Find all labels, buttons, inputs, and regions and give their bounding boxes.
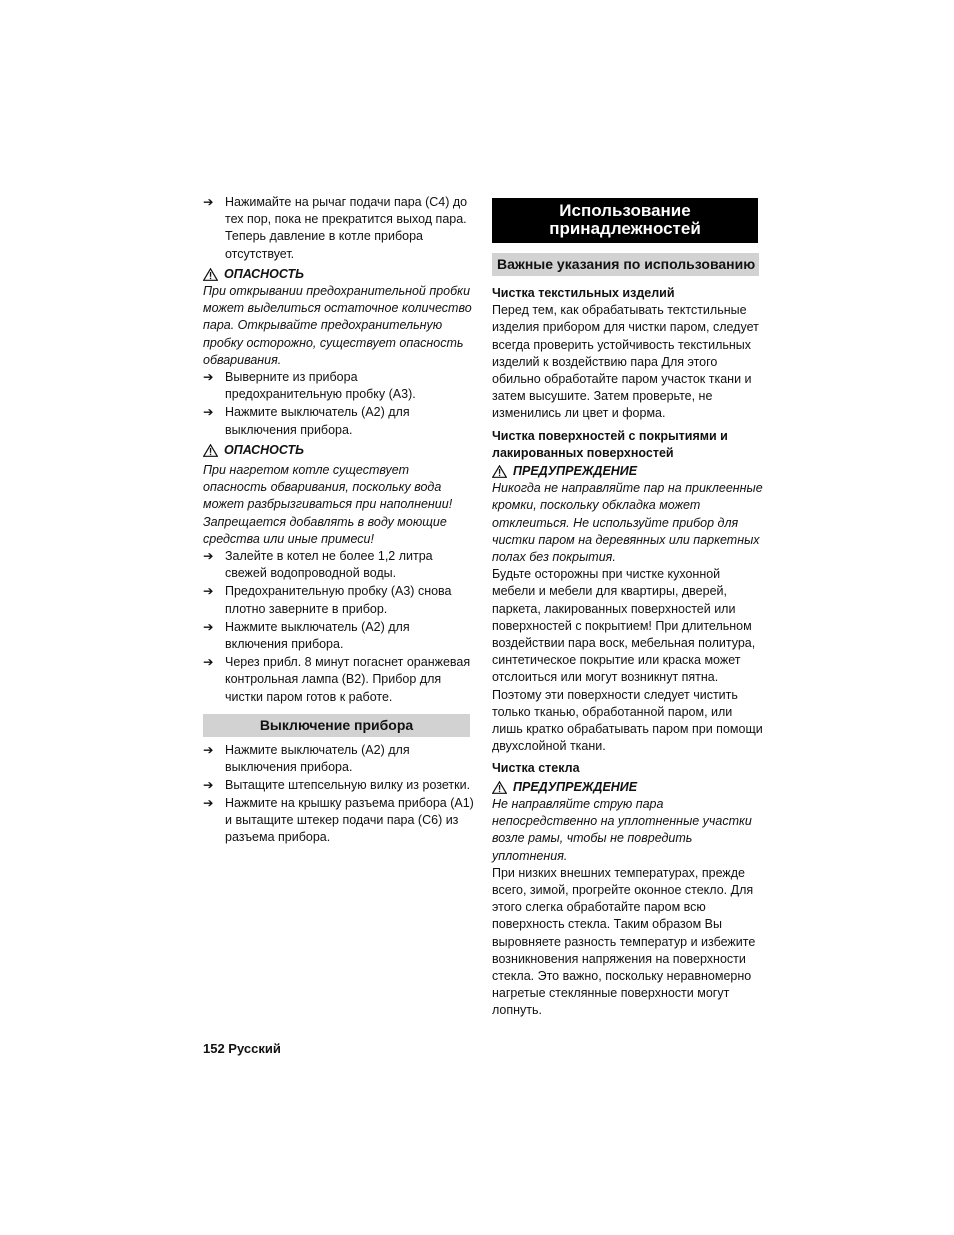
arrow-right-icon: ➔ <box>203 655 214 670</box>
danger-text <box>203 462 475 548</box>
text-line: изделий к воздействию пара Для этого <box>492 354 718 369</box>
danger-title: ОПАСНОСТЬ <box>224 266 304 281</box>
arrow-right-icon: ➔ <box>203 619 214 634</box>
title-line: принадлежностей <box>549 219 701 238</box>
text-line: Никогда не направляйте пар на приклеенные <box>492 481 763 496</box>
text-line: пара. Открывайте предохранительную <box>203 318 443 333</box>
text-line: обваривания. <box>203 352 282 367</box>
instruction-line: разъема прибора. <box>225 829 331 844</box>
arrow-right-icon: ➔ <box>203 405 214 420</box>
warning-triangle-icon <box>492 781 507 794</box>
section-heading: Выключение прибора <box>203 714 470 737</box>
instruction-line: Нажмите выключатель (A2) для <box>225 619 410 634</box>
instruction-item <box>203 795 475 847</box>
text-line: этого слегка обработайте паром всю <box>492 900 706 915</box>
text-line: только тканью, обработанной паром, или <box>492 704 733 719</box>
text-line: нагретые стеклянные поверхности могут <box>492 986 730 1001</box>
text-line: выровняете разность температур и избежите <box>492 934 756 949</box>
text-line: стекла. Это важно, поскольку неравномерно <box>492 968 752 983</box>
arrow-right-icon: ➔ <box>203 795 214 810</box>
arrow-right-icon: ➔ <box>203 584 214 599</box>
instruction-line: предохранительную пробку (A3). <box>225 387 416 402</box>
text-line: изменились ли цвет и форма. <box>492 406 666 421</box>
arrow-right-icon: ➔ <box>203 370 214 385</box>
heading-coated-surfaces <box>492 428 764 462</box>
instruction-line: тех пор, пока не прекратится выход пара. <box>225 212 467 227</box>
instruction-line: Через прибл. 8 минут погаснет оранжевая <box>225 655 471 670</box>
right-column <box>492 198 764 1020</box>
text-line: чистки паром на деревянных или паркетных <box>492 532 760 547</box>
instruction-line: выключения прибора. <box>225 422 353 437</box>
instruction-line: Нажмите на крышку разъема прибора (A1) <box>225 795 474 810</box>
text-line: Поэтому эти поверхности следует чистить <box>492 687 738 702</box>
title-line: Использование <box>559 201 691 220</box>
instruction-line: Предохранительную пробку (A3) снова <box>225 584 452 599</box>
instruction-line: и вытащите штекер подачи пара (C6) из <box>225 812 459 827</box>
text-line: всегда проверить устойчивость текстильных <box>492 337 752 352</box>
text-line: При низких внешних температурах, прежде <box>492 865 746 880</box>
warning-text <box>492 796 764 865</box>
instruction-item <box>203 404 475 438</box>
text-line: Чистка поверхностей с покрытиями и <box>492 428 728 443</box>
heading-textiles: Чистка текстильных изделий <box>492 286 675 300</box>
instruction-line: Теперь давление в котле прибора <box>225 229 423 244</box>
text-line: паркета, лакированных поверхностей или <box>492 601 736 616</box>
left-column <box>203 193 475 846</box>
instruction-line: Нажимайте на рычаг подачи пара (C4) до <box>225 195 468 209</box>
page-footer: 152 Русский <box>203 1041 281 1056</box>
instruction-item <box>203 742 475 776</box>
warning-text <box>492 480 764 566</box>
arrow-right-icon: ➔ <box>203 549 214 564</box>
text-line: Не направляйте струю пара <box>492 796 664 811</box>
text-line: При открывании предохранительной пробки <box>203 284 471 299</box>
instruction-line: плотно заверните в прибор. <box>225 601 388 616</box>
text-line: может разбрызгиваться при наполнении! <box>203 497 453 512</box>
instruction-item <box>203 194 475 263</box>
main-section-title <box>492 198 758 243</box>
paragraph <box>492 865 764 1020</box>
warning-triangle-icon <box>492 465 507 478</box>
heading-glass: Чистка стекла <box>492 761 580 776</box>
paragraph <box>492 566 764 755</box>
instruction-item <box>203 777 475 794</box>
text-line: полах без покрытия. <box>492 550 616 565</box>
text-line: затем высушите. Затем проверьте, не <box>492 389 713 404</box>
instruction-line: Вытащите штепсельную вилку из розетки. <box>225 778 471 793</box>
text-line: возле рамы, чтобы не повредить <box>492 831 693 846</box>
warning-heading <box>492 779 764 796</box>
instruction-item <box>203 548 475 582</box>
text-line: может выделиться остаточное количество <box>203 301 472 316</box>
subsection-heading: Важные указания по использованию <box>492 253 759 276</box>
text-line: кромки, поскольку обкладка может <box>492 498 701 513</box>
instruction-item <box>203 619 475 653</box>
warning-triangle-icon <box>203 268 218 281</box>
arrow-right-icon: ➔ <box>203 195 214 209</box>
text-line: изделия прибором для чистки паром, следует <box>492 320 759 335</box>
text-line: воздействии пара воск, мебельная политура, <box>492 636 756 651</box>
text-line: Запрещается добавлять в воду моющие <box>203 514 447 529</box>
instruction-line: выключения прибора. <box>225 760 353 775</box>
text-line: Перед тем, как обрабатывать тектстильные <box>492 303 747 318</box>
warning-heading <box>492 463 764 480</box>
paragraph <box>492 302 764 422</box>
warning-title: ПРЕДУПРЕЖДЕНИЕ <box>513 464 638 479</box>
instruction-line: Выверните из прибора <box>225 370 358 385</box>
text-line: обильно обработайте паром участок ткани и <box>492 372 752 387</box>
text-line: возникновения напряжения на поверхности <box>492 951 746 966</box>
text-line: опасность обваривания, поскольку вода <box>203 480 442 495</box>
warning-title: ПРЕДУПРЕЖДЕНИЕ <box>513 779 638 794</box>
danger-heading <box>203 442 475 459</box>
text-line: лопнуть. <box>492 1003 543 1018</box>
text-line: отклеиться. Не используйте прибор для <box>492 515 739 530</box>
text-line: мебели и мебели для квартиры, дверей, <box>492 584 727 599</box>
text-line: всего, зимой, прогрейте оконное стекло. Для <box>492 882 754 897</box>
instruction-line: чистки паром готов к работе. <box>225 689 393 704</box>
text-line: пробку осторожно, существует опасность <box>203 335 464 350</box>
danger-title: ОПАСНОСТЬ <box>224 442 304 457</box>
instruction-line: Нажмите выключатель (A2) для <box>225 742 410 757</box>
text-line: поверхностей с покрытием! При длительном <box>492 618 752 633</box>
text-line: уплотнения. <box>492 848 568 863</box>
instruction-item <box>203 654 475 706</box>
text-line: лишь кратко обрабатывать паром при помощи <box>492 722 763 737</box>
text-line: поверхность стекла. Таким образом Вы <box>492 917 722 932</box>
text-line: средства или иные примеси! <box>203 531 374 546</box>
text-line: лакированных поверхностей <box>492 445 674 460</box>
arrow-right-icon: ➔ <box>203 778 214 793</box>
instruction-item <box>203 583 475 617</box>
instruction-line: контрольная лампа (B2). Прибор для <box>225 672 442 687</box>
instruction-line: Нажмите выключатель (A2) для <box>225 405 410 420</box>
arrow-right-icon: ➔ <box>203 742 214 757</box>
danger-text <box>203 283 475 369</box>
warning-triangle-icon <box>203 444 218 457</box>
text-line: При нагретом котле существует <box>203 463 409 478</box>
instruction-line: отсутствует. <box>225 246 295 261</box>
instruction-line: свежей водопроводной воды. <box>225 566 397 581</box>
text-line: Будьте осторожны при чистке кухонной <box>492 567 721 582</box>
text-line: непосредственно на уплотненные участки <box>492 814 752 829</box>
instruction-line: включения прибора. <box>225 637 344 652</box>
instruction-line: Залейте в котел не более 1,2 литра <box>225 549 433 564</box>
danger-heading <box>203 266 475 283</box>
text-line: синтетическое покрытие или краска может <box>492 653 741 668</box>
text-line: двухслойной ткани. <box>492 739 606 754</box>
text-line: отслоиться или могут возникнут пятна. <box>492 670 719 685</box>
instruction-item <box>203 369 475 403</box>
